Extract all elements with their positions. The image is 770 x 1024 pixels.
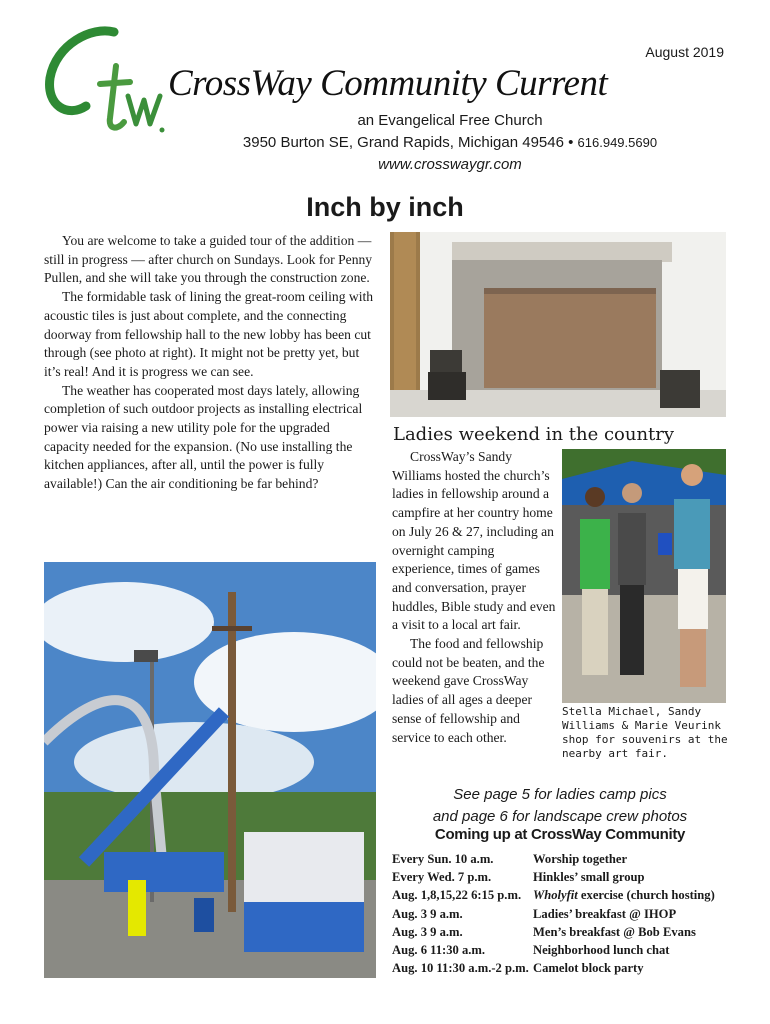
event-title — [533, 886, 715, 904]
event-row — [392, 905, 732, 923]
event-title: Worship together — [533, 852, 628, 866]
phone-number: 616.949.5690 — [577, 135, 658, 150]
event-title: Neighborhood lunch chat — [533, 943, 670, 958]
art-fair-photo — [562, 449, 726, 703]
headline-ladies-weekend: Ladies weekend in the country — [393, 424, 675, 445]
doorway-construction-photo — [390, 232, 726, 417]
photo-caption: Stella Michael, Sandy Williams & Marie Veurink shop for souvenirs at the nearby art fair. — [562, 705, 728, 760]
inch-article — [44, 232, 378, 494]
utility-pole-photo — [44, 562, 376, 978]
event-row — [392, 941, 732, 959]
street-address: 3950 Burton SE, Grand Rapids, Michigan 49546 • — [242, 134, 574, 151]
issue-date: August 2019 — [645, 44, 724, 60]
events-list — [392, 850, 732, 977]
event-time: Every Sun. 10 a.m. — [392, 852, 494, 866]
event-time: Aug. 3 9 a.m. — [392, 906, 463, 921]
church-subtitle: an Evangelical Free Church — [357, 112, 543, 129]
coming-up-heading: Coming up at CrossWay Community — [434, 826, 686, 843]
website-link[interactable]: www.crosswaygr.com — [378, 156, 522, 173]
newsletter-title: CrossWay Community Current — [168, 63, 608, 104]
article-paragraph: The food and fellowship could not be beaten, and the weekend gave CrossWay ladies of all ages a deeper sense of fellowship and service to each other. — [392, 636, 545, 745]
event-title: Hinkles’ small group — [533, 870, 645, 885]
article-paragraph: The weather has cooperated most days lately, allowing completion of such outdoor projects as installing electrical power via raising a new utility pole for the upgraded capacity needed for the expansion. (No use installing the kitchen appliances, after all, until the power is fully available!) Can the air conditioning be far behind? — [44, 382, 363, 492]
article-paragraph: You are welcome to take a guided tour of the addition — still in progress — after church on Sundays. Look for Penny Pullen, and she will take you through the construction zone. — [44, 233, 373, 286]
headline-inch-by-inch: Inch by inch — [306, 192, 464, 222]
event-row — [392, 868, 732, 886]
event-title: Men’s breakfast @ Bob Evans — [533, 924, 696, 939]
see-page-notice — [392, 784, 728, 828]
event-time: Aug. 6 11:30 a.m. — [392, 943, 486, 958]
event-time: Every Wed. 7 p.m. — [392, 870, 492, 885]
event-row — [392, 959, 732, 977]
event-time: Aug. 3 9 a.m. — [392, 924, 463, 939]
article-paragraph: The formidable task of lining the great-room ceiling with acoustic tiles is just about complete, and the connecting doorway from fellowship hall to the new lobby has been cut through (see photo at right). It might not be pretty yet, but it’s real! And it is progress we can see. — [44, 289, 374, 379]
event-row — [392, 886, 732, 904]
event-title: Camelot block party — [533, 961, 644, 976]
see-page-line: See page 5 for ladies camp pics — [453, 786, 667, 803]
event-time: Aug. 10 11:30 a.m.-2 p.m. — [392, 961, 529, 976]
article-paragraph: CrossWay’s Sandy Williams hosted the church’s ladies in fellowship around a campfire at her country home on July 26 & 27, including an overnight camping experience, times of games and conversation, prayer huddles, Bible study and even a visit to a local art fair. — [392, 449, 556, 633]
event-title: Ladies’ breakfast @ IHOP — [533, 906, 677, 921]
event-row — [392, 923, 732, 941]
crossway-logo — [44, 26, 166, 136]
event-title-italic: Wholyfit — [533, 888, 578, 903]
event-time: Aug. 1,8,15,22 6:15 p.m. — [392, 888, 522, 903]
see-page-line: and page 6 for landscape crew photos — [432, 808, 688, 825]
event-title-rest: exercise (church hosting) — [577, 888, 715, 903]
ladies-article — [392, 448, 556, 747]
church-address — [170, 134, 730, 151]
event-row — [392, 850, 732, 868]
